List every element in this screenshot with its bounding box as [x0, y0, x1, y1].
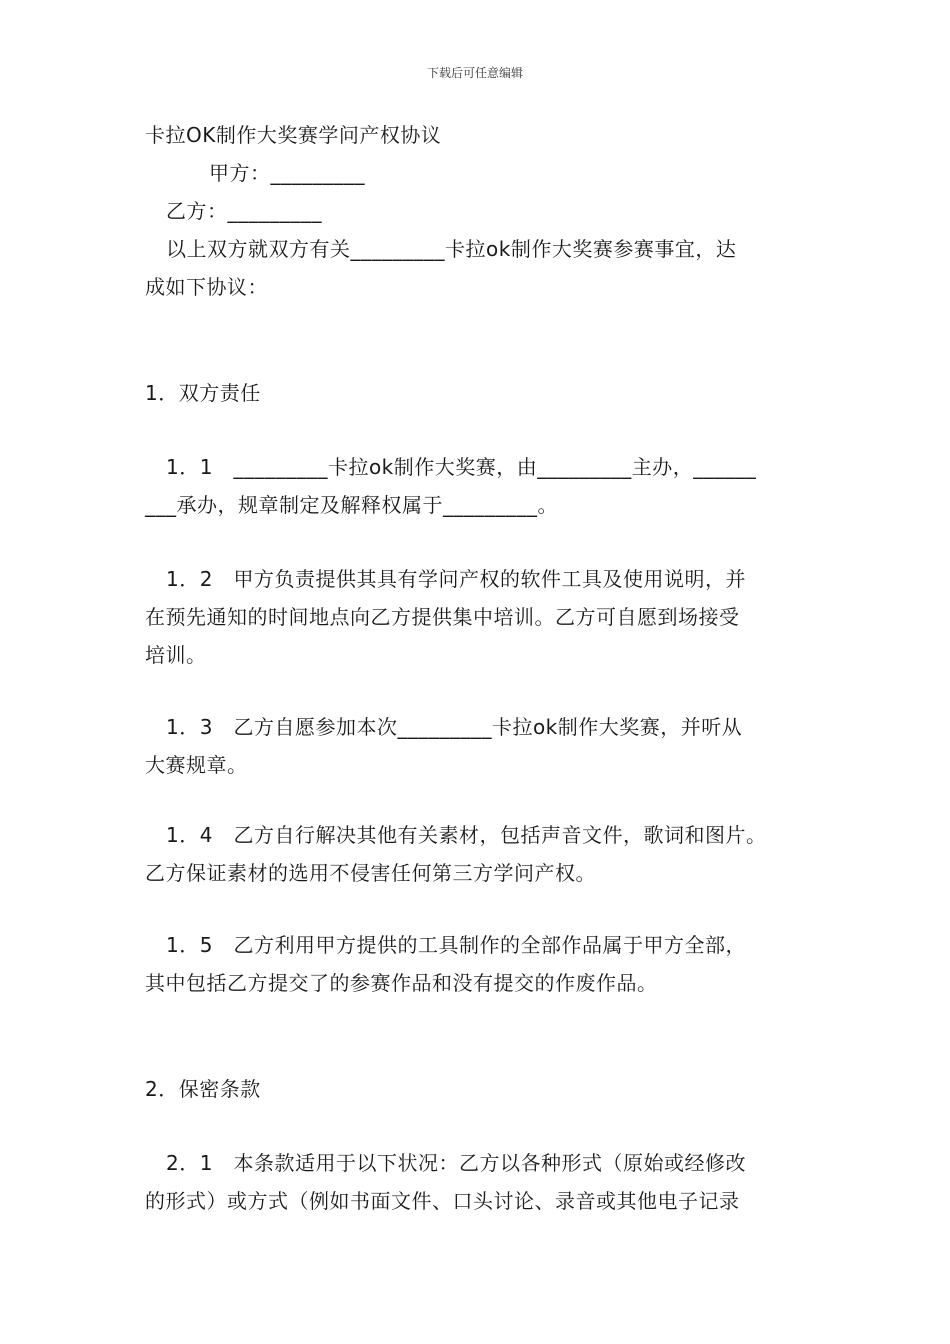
- clause-1-1-line-1: 1．1 _________卡拉ok制作大奖赛，由_________主办，______: [166, 455, 757, 479]
- section-1-heading: 1．双方责任: [145, 381, 261, 405]
- intro-line-1: 以上双方就双方有关_________卡拉ok制作大奖赛参赛事宜，达: [166, 237, 737, 261]
- clause-2-1-line-2: 的形式）或方式（例如书面文件、口头讨论、录音或其他电子记录: [145, 1189, 740, 1213]
- clause-2-1-line-1: 2．1 本条款适用于以下状况：乙方以各种形式（原始或经修改: [166, 1151, 746, 1175]
- clause-1-5-line-2: 其中包括乙方提交了的参赛作品和没有提交的作废作品。: [145, 971, 658, 995]
- clause-1-1-line-2: ___承办，规章制定及解释权属于_________。: [145, 493, 558, 517]
- clause-1-3-line-1: 1．3 乙方自愿参加本次_________卡拉ok制作大奖赛，并听从: [166, 715, 743, 739]
- document-title: 卡拉OK制作大奖赛学问产权协议: [145, 123, 442, 147]
- header-note: 下载后可任意编辑: [426, 66, 523, 80]
- clause-1-5-line-1: 1．5 乙方利用甲方提供的工具制作的全部作品属于甲方全部，: [166, 933, 746, 957]
- clause-1-2-line-3: 培训。: [145, 643, 207, 667]
- party-a-line: 甲方：_________: [209, 161, 365, 185]
- clause-1-2-line-2: 在预先通知的时间地点向乙方提供集中培训。乙方可自愿到场接受: [145, 605, 740, 629]
- clause-1-4-line-2: 乙方保证素材的选用不侵害任何第三方学问产权。: [145, 861, 596, 885]
- clause-1-3-line-2: 大赛规章。: [145, 753, 248, 777]
- clause-1-2-line-1: 1．2 甲方负责提供其具有学问产权的软件工具及使用说明，并: [166, 567, 746, 591]
- intro-line-2: 成如下协议：: [145, 275, 268, 299]
- section-2-heading: 2．保密条款: [145, 1077, 261, 1101]
- clause-1-4-line-1: 1．4 乙方自行解决其他有关素材，包括声音文件，歌词和图片。: [166, 823, 767, 847]
- party-b-line: 乙方：_________: [166, 199, 322, 223]
